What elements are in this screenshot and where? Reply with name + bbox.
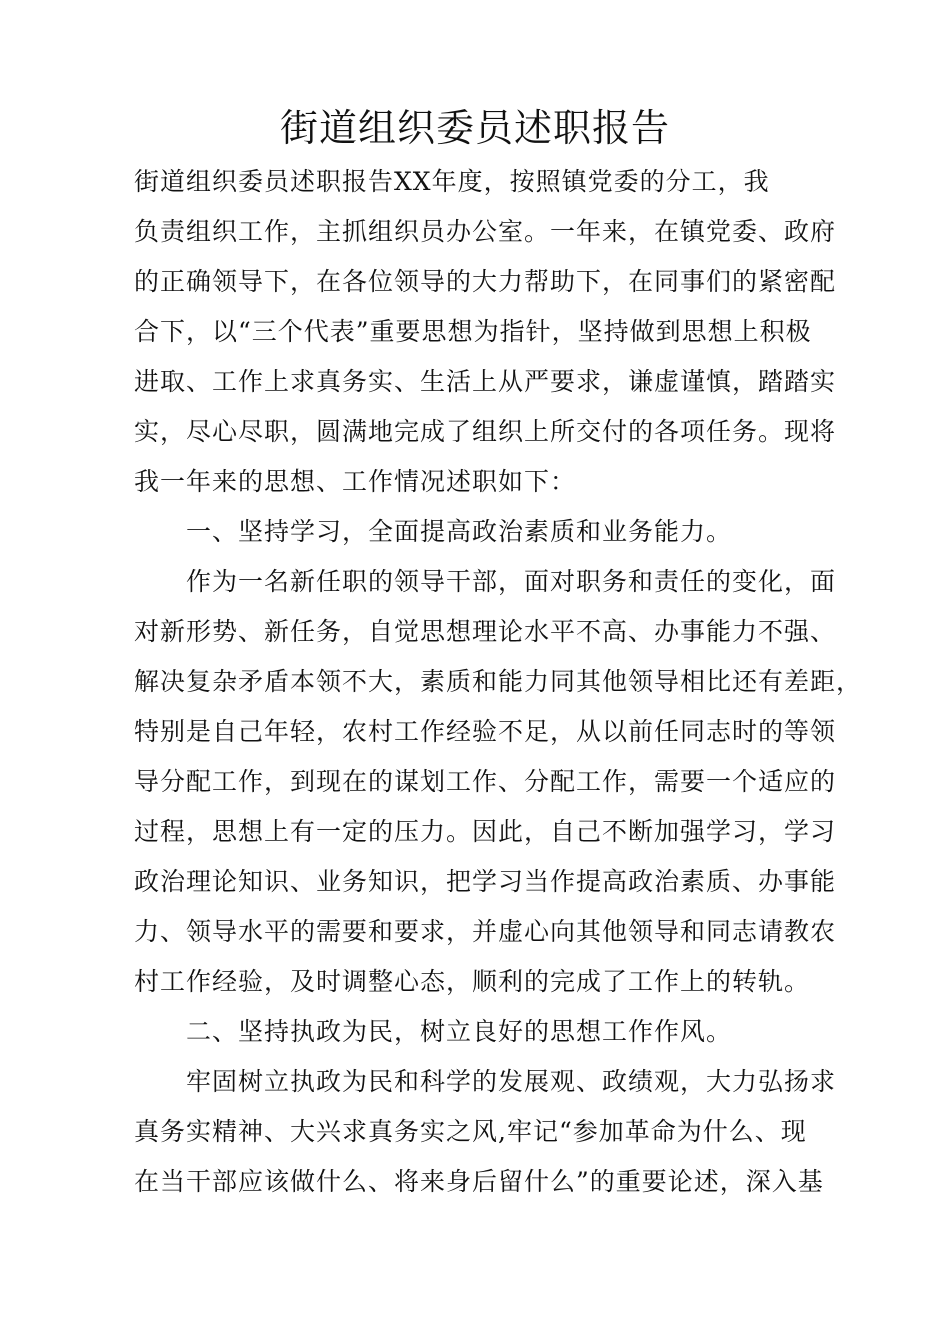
- paragraph-line: 街道组织委员述职报告XX年度，按照镇党委的分工，我: [134, 167, 770, 196]
- section-heading: 二、坚持执政为民，树立良好的思想工作作风。: [186, 1017, 733, 1046]
- paragraph-line: 对新形势、新任务，自觉思想理论水平不高、办事能力不强、: [134, 617, 837, 646]
- paragraph-line: 实，尽心尽职，圆满地完成了组织上所交付的各项任务。现将: [134, 417, 837, 446]
- paragraph-line: 导分配工作，到现在的谋划工作、分配工作，需要一个适应的: [134, 767, 837, 796]
- paragraph-line: 牢固树立执政为民和科学的发展观、政绩观，大力弘扬求: [186, 1067, 837, 1096]
- paragraph-line: 进取、工作上求真务实、生活上从严要求，谦虚谨慎，踏踏实: [134, 367, 837, 396]
- paragraph-line: 我一年来的思想、工作情况述职如下：: [134, 467, 577, 496]
- document-title: 街道组织委员述职报告: [279, 106, 670, 150]
- paragraph-line: 力、领导水平的需要和要求，并虚心向其他领导和同志请教农: [134, 917, 837, 946]
- section-heading: 一、坚持学习，全面提高政治素质和业务能力。: [186, 517, 733, 546]
- paragraph-line: 解决复杂矛盾本领不大，素质和能力同其他领导相比还有差距，: [134, 667, 863, 696]
- paragraph-line: 作为一名新任职的领导干部，面对职务和责任的变化，面: [186, 567, 837, 596]
- paragraph-line: 合下，以“三个代表”重要思想为指针，坚持做到思想上积极: [134, 317, 812, 346]
- paragraph-line: 村工作经验，及时调整心态，顺利的完成了工作上的转轨。: [134, 967, 811, 996]
- paragraph-line: 特别是自己年轻，农村工作经验不足，从以前任同志时的等领: [134, 717, 837, 746]
- paragraph-line: 过程，思想上有一定的压力。因此，自己不断加强学习，学习: [134, 817, 837, 846]
- paragraph-line: 负责组织工作，主抓组织员办公室。一年来，在镇党委、政府: [134, 217, 837, 246]
- paragraph-line: 真务实精神、大兴求真务实之风,牢记“参加革命为什么、现: [134, 1117, 807, 1146]
- paragraph-line: 的正确领导下，在各位领导的大力帮助下，在同事们的紧密配: [134, 267, 837, 296]
- paragraph-line: 在当干部应该做什么、将来身后留什么”的重要论述，深入基: [134, 1167, 824, 1196]
- paragraph-line: 政治理论知识、业务知识，把学习当作提高政治素质、办事能: [134, 867, 837, 896]
